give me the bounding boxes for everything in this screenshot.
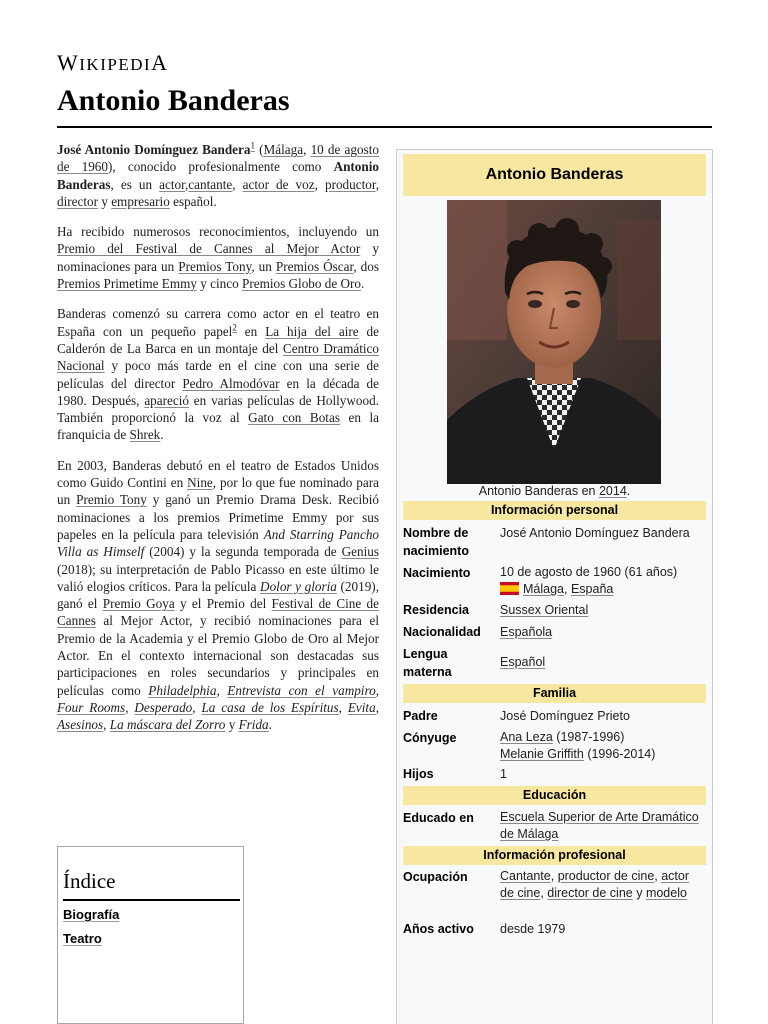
link-residence[interactable]: Sussex Oriental [500, 603, 589, 617]
label-native-language: Lengua materna [403, 647, 452, 679]
link-singer[interactable]: cantante [188, 176, 233, 192]
link-occupation-actor[interactable]: actor de cine [500, 869, 690, 900]
page-title: Antonio Banderas [57, 84, 290, 117]
infobox-title: Antonio Banderas [403, 154, 706, 196]
value-years-active: desde 1979 [500, 922, 566, 936]
link-director[interactable]: director [57, 193, 99, 209]
portrait-photo-illustration [447, 200, 661, 484]
label-educated-at: Educado en [403, 811, 474, 825]
link-occupation-model[interactable]: modelo [645, 886, 687, 900]
toc-item-teatro[interactable]: Teatro [63, 931, 102, 946]
label-birth: Nacimiento [403, 566, 471, 580]
full-name: José Antonio Domínguez Bandera [57, 142, 251, 157]
link-tony[interactable]: Premio Tony [76, 492, 147, 508]
birth-date: 10 de agosto de 1960 (61 años) [500, 565, 678, 579]
link-genius[interactable]: Genius [341, 544, 379, 560]
link-occupation-singer[interactable]: Cantante [500, 869, 551, 883]
link-caption-year[interactable]: 2014 [598, 484, 627, 498]
label-occupation: Ocupación [403, 870, 468, 884]
toc-divider [63, 899, 240, 901]
film-pancho-villa: And Starring Pancho Villa as Himself [57, 526, 380, 560]
link-native-language[interactable]: Español [500, 655, 546, 669]
link-golden-globe-awards[interactable]: Premios Globo de Oro [241, 276, 362, 292]
hollywood-paragraph: En 2003, Banderas debutó en el teatro de Estados Unidos como Guido Contini en Nine, por lo que fue nominado para un Premio Tony y ganó un Premio Drama Desk. Recibió nominaciones a los premios Primetime Emmy por sus papeles en la película para televisión And Starring Pancho Villa as Himself (2004) y la segunda temporada de Genius (2018); su interpretación de Pablo Picasso en este último le valió elogios críticos. Para la película Dolor y gloria (2019), ganó el Premio Goya y el Premio del Festival de Cine de Cannes al Mejor Actor, y recibió nominaciones para el Premio de la Academia y el Premio Globo de Oro al Mejor Actor. En el contexto internacional son destacadas sus participaciones en roles secundarios y principales en películas como Philadelphia, Entrevista con el vampiro, Four Rooms, Desperado, La casa de los Espíritus, Evita, Asesinos, La máscara del Zorro y Frida. [57, 457, 380, 733]
section-personal-info: Información personal [403, 501, 706, 520]
value-occupation: Cantante, productor de cine, actor de cine, director de cine y modelo [500, 869, 690, 900]
label-birth-name: Nombre de nacimiento [403, 526, 469, 558]
section-family: Familia [403, 684, 706, 703]
link-four-rooms[interactable]: Four Rooms [57, 699, 126, 715]
link-nine[interactable]: Nine [187, 475, 213, 491]
career-paragraph: Banderas comenzó su carrera como actor en el teatro en España con un pequeño papel$^2$ en La hija del aire de Calderón de La Barca en un montaje del Centro Dramático Nacional y poco más tarde en el cine con una serie de películas del director Pedro Almodóvar en la década de 1980. Después, apareció en varias películas de Hollywood. También proporcionó la voz al Gato con Botas en la franquicia de Shrek. [57, 306, 380, 443]
value-father: José Domínguez Prieto [500, 709, 630, 723]
link-educated-at[interactable]: Escuela Superior de Arte Dramático de Málaga [500, 810, 699, 841]
article-body [57, 141, 379, 747]
link-frida[interactable]: Frida [238, 717, 269, 733]
link-oscar-awards[interactable]: Premios Óscar [275, 258, 354, 274]
link-dolor-y-gloria[interactable]: Dolor y gloria [260, 578, 337, 594]
link-occupation-producer[interactable]: productor de cine [557, 869, 655, 883]
label-residence: Residencia [403, 603, 470, 617]
link-birth-city[interactable]: Málaga [523, 582, 564, 596]
label-years-active: Años activo [403, 922, 474, 936]
link-premio-goya[interactable]: Premio Goya [102, 596, 175, 612]
link-actor[interactable]: actor [159, 176, 185, 192]
title-divider [57, 126, 712, 128]
label-father: Padre [403, 709, 438, 723]
link-festival-cannes[interactable]: Festival de Cine de Cannes [57, 596, 379, 629]
link-cannes-best-actor[interactable]: Premio del Festival de Cannes al Mejor Actor [57, 241, 361, 257]
link-entrevista-vampiro[interactable]: Entrevista con el vampiro [227, 682, 376, 698]
value-birth: 10 de agosto de 1960 (61 años) Málaga, España [500, 564, 706, 598]
label-children: Hijos [403, 767, 434, 781]
value-birth-name: José Antonio Domínguez Bandera [500, 526, 690, 540]
section-professional-info: Información profesional [403, 846, 706, 865]
table-of-contents [57, 846, 244, 1024]
link-businessman[interactable]: empresario [111, 193, 170, 209]
value-children: 1 [500, 767, 507, 781]
portrait-photo[interactable] [447, 200, 661, 484]
infobox [396, 149, 713, 1024]
link-birth-date[interactable]: 10 de agosto de 1960 [57, 142, 379, 175]
label-nationality: Nacionalidad [403, 625, 481, 639]
link-malaga[interactable]: Málaga [263, 142, 304, 157]
label-spouse: Cónyuge [403, 731, 457, 745]
reference-2[interactable]: 2 [232, 322, 237, 333]
toc-title: Índice [63, 869, 116, 893]
link-emmy-awards[interactable]: Premios Primetime Emmy [57, 276, 197, 292]
link-occupation-director[interactable]: director de cine [547, 886, 633, 900]
link-philadelphia[interactable]: Philadelphia [148, 682, 217, 698]
link-nationality[interactable]: Española [500, 625, 553, 639]
link-centro-dramatico[interactable]: Centro Dramático Nacional [57, 340, 379, 374]
intro-paragraph: José Antonio Domínguez Bandera$^1$ (Málaga, 10 de agosto de 1960), conocido profesionalmente como Antonio Banderas, es un actor,cantante, actor de voz, productor, director y empresario español. [57, 140, 380, 209]
link-spouse-2[interactable]: Melanie Griffith [500, 747, 584, 761]
link-birth-country[interactable]: España [570, 582, 614, 596]
link-mascara-zorro[interactable]: La máscara del Zorro [109, 717, 226, 733]
link-evita[interactable]: Evita [347, 699, 376, 715]
link-tony-awards[interactable]: Premios Tony [178, 258, 252, 274]
value-spouse: Ana Leza (1987-1996) Melanie Griffith (1996-2014) [500, 730, 656, 761]
awards-paragraph: Ha recibido numerosos reconocimientos, incluyendo un Premio del Festival de Cannes al Mejor Actor y nominaciones para un Premios Tony, un Premios Óscar, dos Premios Primetime Emmy y cinco Premios Globo de Oro. [57, 224, 379, 292]
photo-caption: Antonio Banderas en 2014. [478, 484, 631, 498]
section-education: Educación [403, 786, 706, 805]
link-voice-actor[interactable]: actor de voz [242, 176, 315, 192]
link-desperado[interactable]: Desperado [134, 699, 193, 715]
known-as: Antonio Banderas [57, 159, 379, 192]
spain-flag-icon [500, 582, 519, 595]
toc-item-biografia[interactable]: Biografía [63, 907, 120, 922]
link-producer[interactable]: productor [324, 176, 376, 192]
link-casa-espiritus[interactable]: La casa de los Espíritus [201, 699, 339, 715]
link-almodovar[interactable]: Pedro Almodóvar [182, 375, 280, 391]
link-asesinos[interactable]: Asesinos [57, 717, 104, 733]
wikipedia-wordmark[interactable]: WIKIPEDIA [57, 50, 169, 75]
link-la-hija-del-aire[interactable]: La hija del aire [265, 323, 359, 339]
link-gato-con-botas[interactable]: Gato con Botas [248, 410, 340, 426]
reference-1[interactable]: 1 [250, 140, 255, 151]
link-aparecio[interactable]: apareció [144, 392, 189, 408]
link-spouse-1[interactable]: Ana Leza [500, 730, 553, 744]
link-shrek[interactable]: Shrek [129, 427, 161, 443]
